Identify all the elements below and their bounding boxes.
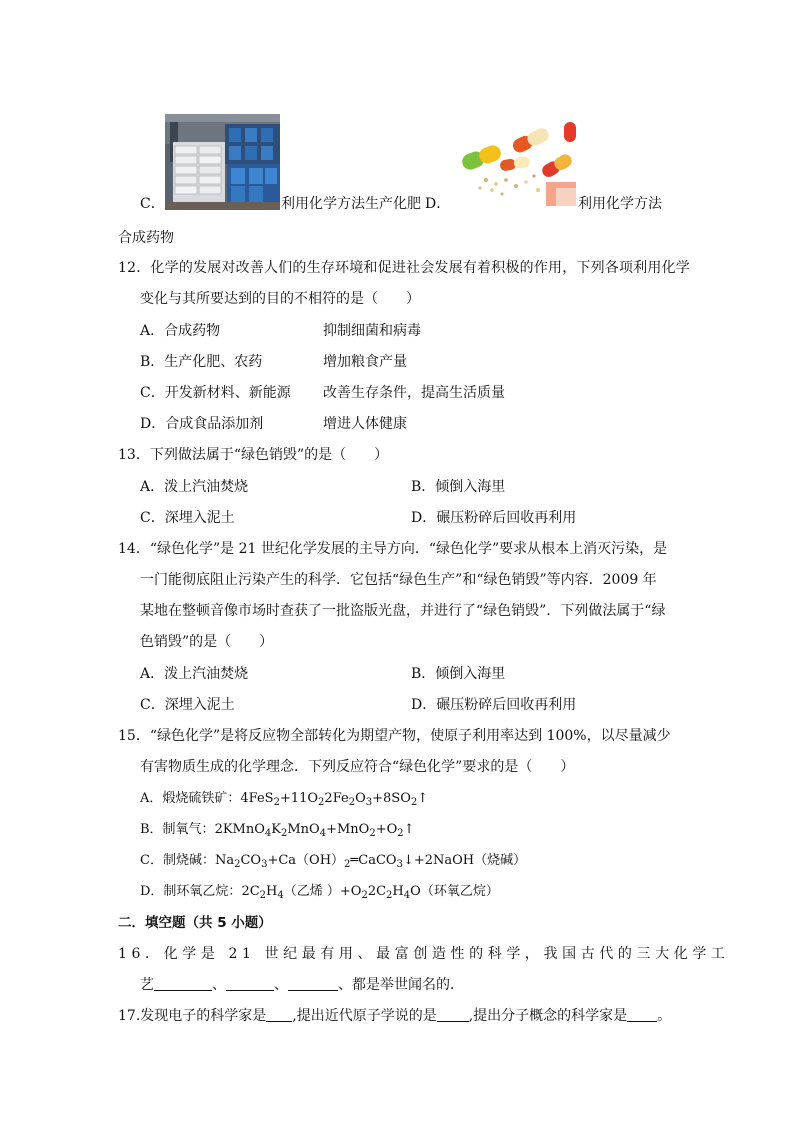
q15-option-b-prefix: B．制氧气： [140, 822, 215, 837]
q15-option-c-suffix: （烧碱） [474, 853, 527, 868]
q17-blank-3[interactable] [627, 1007, 657, 1022]
q15-stem-line1: 15．“绿色化学”是将反应物全部转化为期望产物，使原子利用率达到 100%，以尽量减少 [118, 728, 671, 744]
q15-option-d-mid1: （乙烯 ） [283, 884, 340, 899]
q12-option-d-purpose: 增进人体健康 [323, 416, 407, 432]
q13-option-b[interactable]: B．倾倒入海里 [411, 479, 506, 495]
q15-option-c-equation: $Na_2CO_3+Ca(OH)_2═CaCO_3↓+2NaOH$ [214, 853, 475, 870]
q16-suffix: 、都是举世闻名的． [338, 977, 464, 993]
q16-blank-3[interactable] [288, 976, 338, 991]
q14-option-b[interactable]: B．倾倒入海里 [411, 666, 506, 682]
q17-part2: ,提出近代原子学说的是 [292, 1008, 437, 1024]
q15-option-a-equation: $4FeS_2+11O_22Fe_2O_3+8SO_2↑$ [240, 791, 429, 808]
q16-stem-line2 [140, 975, 464, 995]
q16-sep-2: 、 [274, 977, 288, 993]
q14-stem-line2: 一门能彻底阻止污染产生的科学．它包括“绿色生产”和“绿色销毁”等内容．2009 年 [140, 572, 657, 588]
q14-option-d[interactable]: D．碾压粉碎后回收再利用 [411, 697, 577, 713]
q12-option-a[interactable]: A．合成药物 [140, 323, 221, 339]
q16-blank-1[interactable] [154, 976, 212, 991]
q12-option-d[interactable]: D．合成食品添加剂 [140, 416, 264, 432]
q12-stem-line1: 12．化学的发展对改善人们的生存环境和促进社会发展有着积极的作用，下列各项利用化学 [118, 260, 691, 276]
q17-part3: ,提出分子概念的科学家是 [468, 1008, 628, 1024]
q14-option-c[interactable]: C．深埋入泥土 [140, 697, 235, 713]
q14-stem-line3: 某地在整顿音像市场时查获了一批盗版光盘，并进行了“绿色销毁”．下列做法属于“绿 [140, 603, 666, 619]
q14-option-a[interactable]: A．泼上汽油焚烧 [140, 666, 249, 682]
q16-stem-line1: 16．化学是 21 世纪最有用、最富创造性的科学，我国古代的三大化学工 [118, 946, 730, 962]
q13-option-a[interactable]: A．泼上汽油焚烧 [140, 479, 249, 495]
q13-stem: 13．下列做法属于“绿色销毁”的是（ ） [118, 447, 389, 463]
q12-option-c-purpose: 改善生存条件，提高生活质量 [323, 385, 505, 401]
q12-option-b[interactable]: B．生产化肥、农药 [140, 354, 263, 370]
q15-option-d-suffix: （环氧乙烷） [420, 884, 499, 899]
pills-capsules-photo [456, 118, 576, 206]
q15-option-b[interactable] [140, 820, 415, 844]
q14-stem-line4: 色销毁”的是（ ） [140, 634, 274, 650]
q15-option-b-equation: $2KMnO_4K_2MnO_4+MnO_2+O_2↑$ [214, 822, 415, 839]
q15-option-d[interactable] [140, 882, 499, 906]
q12-option-b-purpose: 增加粮食产量 [323, 354, 407, 370]
q11-option-d-text: 利用化学方法 [578, 196, 662, 212]
q15-option-c[interactable] [140, 851, 526, 875]
q13-option-d[interactable]: D．碾压粉碎后回收再利用 [411, 510, 577, 526]
q11-option-c-text: 利用化学方法生产化肥 [281, 196, 421, 212]
q16-blank-2[interactable] [226, 976, 274, 991]
section-title-fill-in: 二．填空题（共 5 小题） [118, 915, 272, 931]
q12-option-c[interactable]: C．开发新材料、新能源 [140, 385, 291, 401]
q15-option-d-equation-part2: $+O_22C_2H_4O$ [339, 884, 421, 901]
q16-sep-1: 、 [212, 977, 226, 993]
q11-option-d-text-cont: 合成药物 [118, 230, 174, 246]
q16-prefix: 艺 [140, 977, 154, 993]
q12-stem-line2: 变化与其所要达到的目的不相符的是（ ） [140, 291, 420, 307]
q13-option-c[interactable]: C．深埋入泥土 [140, 510, 235, 526]
warehouse-fertilizer-photo-svg [165, 114, 280, 210]
pills-capsules-photo-svg [456, 118, 576, 206]
q15-stem-line2: 有害物质生成的化学理念．下列反应符合“绿色化学”要求的是（ ） [140, 759, 575, 775]
q17-blank-2[interactable] [437, 1007, 469, 1022]
q12-option-a-purpose: 抑制细菌和病毒 [323, 323, 421, 339]
q11-option-d-label[interactable]: D． [425, 196, 451, 212]
q17-blank-1[interactable] [266, 1007, 292, 1022]
q15-option-d-equation-part1: $2C_2H_4$ [241, 884, 284, 901]
warehouse-fertilizer-photo [165, 114, 280, 210]
q15-option-c-prefix: C．制烧碱： [140, 853, 215, 868]
q17-part4: 。 [657, 1008, 672, 1024]
q15-option-a-prefix: A．煅烧硫铁矿： [140, 791, 241, 806]
q17-part1: 17.发现电子的科学家是 [118, 1008, 267, 1024]
q17-stem [118, 1006, 671, 1026]
q15-option-a[interactable] [140, 789, 428, 813]
q14-stem-line1: 14．“绿色化学”是 21 世纪化学发展的主导方向．“绿色化学”要求从根本上消灭污染，是 [118, 541, 668, 557]
q11-option-c-label[interactable]: C． [140, 196, 165, 212]
q15-option-d-prefix: D．制环氧乙烷： [140, 884, 242, 899]
